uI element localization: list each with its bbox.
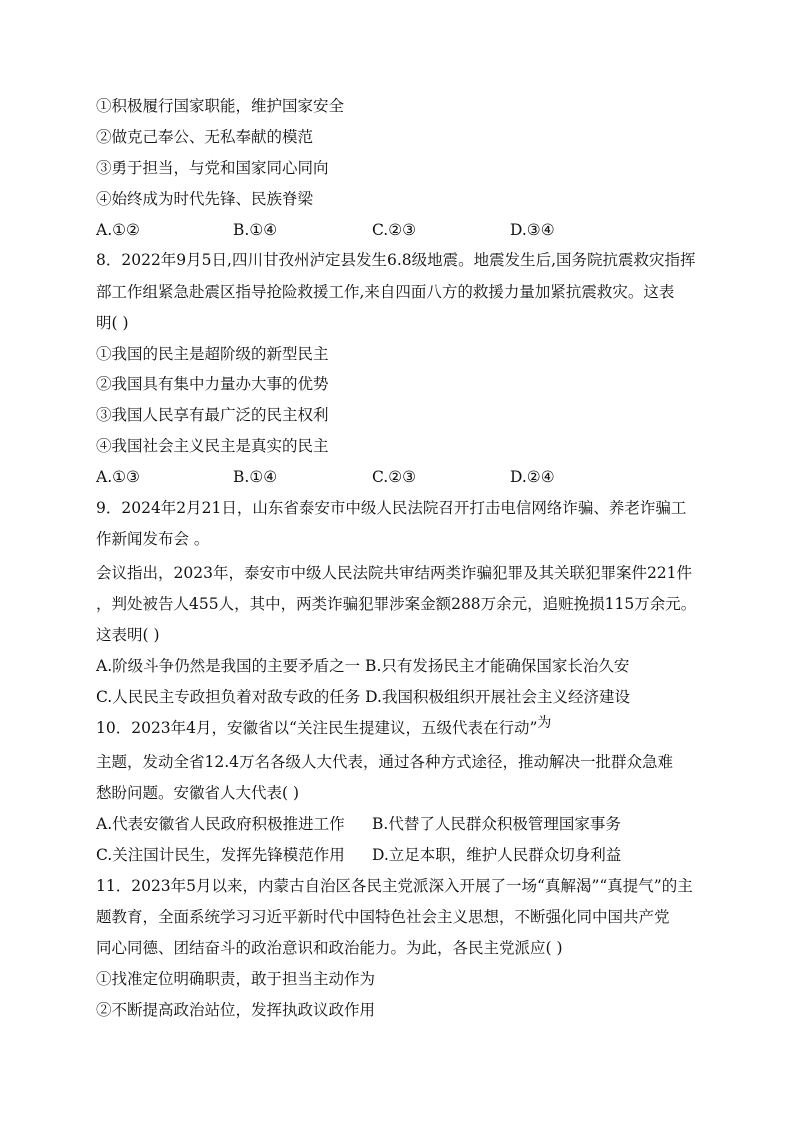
q7-item-1: ①积极履行国家职能，维护国家安全 (96, 97, 345, 115)
q10-option-b: B.代替了人民群众积极管理国家事务 (372, 815, 621, 833)
q9-options-line-2: C.人民民主专政担负着对敌专政的任务 D.我国积极组织开展社会主义经济建设 (96, 688, 630, 706)
q9-stem-line-1: 9．2024年2月21日，山东省泰安市中级人民法院召开打击电信网络诈骗、养老诈骗工 (96, 499, 687, 517)
q10-stem-line-3: 愁盼问题。安徽省人大代表( ) (96, 784, 300, 802)
q8-option-d: D.②④ (510, 468, 555, 486)
q9-stem-line-4: ，判处被告人455人，其中，两类诈骗犯罪涉案金额288万余元，追赃挽损115万余元。 (96, 595, 697, 613)
q9-options-line-1: A.阶级斗争仍然是我国的主要矛盾之一 B.只有发扬民主才能确保国家长治久安 (96, 657, 630, 675)
q10-stem-line-2: 主题，发动全省12.4万名各级人大代表，通过各种方式途径，推动解决一批群众急难 (96, 753, 674, 771)
q9-stem-line-5: 这表明( ) (96, 626, 160, 644)
q7-item-4: ④始终成为时代先锋、民族脊梁 (96, 190, 314, 208)
q10-stem-first: 10．2023年4月，安徽省以“关注民生提建议，五级代表在行动” (96, 719, 538, 737)
q10-stem-line-1 (96, 715, 552, 739)
q11-stem-line-2: 题教育，全面系统学习习近平新时代中国特色社会主义思想，不断强化同中国共产党 (96, 908, 670, 926)
q8-item-4: ④我国社会主义民主是真实的民主 (96, 437, 329, 455)
q11-stem-line-1: 11．2023年5月以来，内蒙古自治区各民主党派深入开展了一场“真解渴”“真提气”的主 (96, 877, 693, 895)
q10-option-d: D.立足本职，维护人民群众切身利益 (372, 846, 622, 864)
q8-stem-line-1: 8．2022年9月5日,四川甘孜州泸定县发生6.8级地震。地震发生后,国务院抗震救灾指挥 (96, 251, 696, 269)
q7-option-b: B.①④ (233, 221, 278, 239)
q7-option-c: C.②③ (372, 221, 417, 239)
q10-stem-first-raised-char: 为 (537, 715, 552, 731)
q8-item-1: ①我国的民主是超阶级的新型民主 (96, 345, 329, 363)
q8-option-a: A.①③ (96, 468, 140, 486)
q8-stem-line-3: 明( ) (96, 314, 129, 332)
q9-stem-line-2: 作新闻发布会 。 (96, 530, 210, 548)
q8-stem-line-2: 部工作组紧急赴震区指导抢险救援工作,来自四面八方的救援力量加紧抗震救灾。这表 (96, 283, 675, 301)
q8-option-c: C.②③ (372, 468, 417, 486)
q7-option-d: D.③④ (510, 221, 555, 239)
q9-stem-line-3: 会议指出，2023年，泰安市中级人民法院共审结两类诈骗犯罪及其关联犯罪案件221件 (96, 564, 693, 582)
q10-option-a: A.代表安徽省人民政府积极推进工作 (96, 815, 345, 833)
q11-item-2: ②不断提高政治站位，发挥执政议政作用 (96, 1001, 376, 1019)
q8-item-2: ②我国具有集中力量办大事的优势 (96, 375, 329, 393)
q7-item-2: ②做克己奉公、无私奉献的模范 (96, 128, 314, 146)
q11-item-1: ①找准定位明确职责，敢于担当主动作为 (96, 970, 376, 988)
q11-stem-line-3: 同心同德、团结奋斗的政治意识和政治能力。为此，各民主党派应( ) (96, 939, 563, 957)
q7-option-a: A.①② (96, 221, 140, 239)
q10-option-c: C.关注国计民生，发挥先锋模范作用 (96, 846, 345, 864)
q8-option-b: B.①④ (233, 468, 278, 486)
q8-item-3: ③我国人民享有最广泛的民主权利 (96, 406, 329, 424)
q7-item-3: ③勇于担当，与党和国家同心同向 (96, 159, 329, 177)
